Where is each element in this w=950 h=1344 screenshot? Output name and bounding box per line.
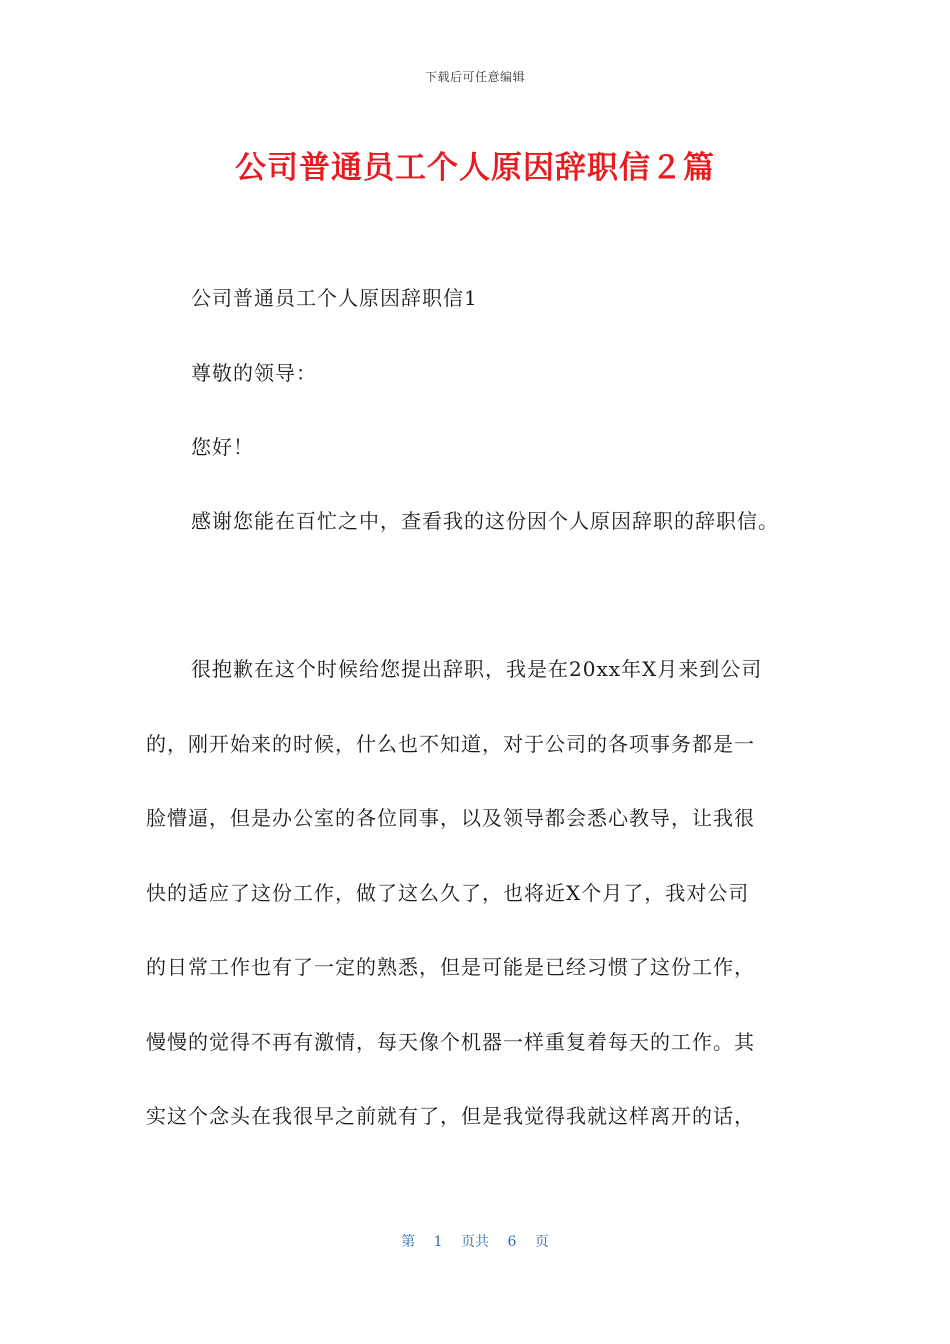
footer-page-number: 1 (433, 1234, 443, 1250)
paragraph-line: 感谢您能在百忙之中，查看我的这份因个人原因辞职的辞职信。 (191, 509, 779, 533)
greeting: 您好！ (191, 435, 254, 459)
footer-middle: 页共 (461, 1234, 489, 1250)
footer-suffix: 页 (534, 1234, 549, 1250)
salutation: 尊敬的领导： (191, 361, 317, 385)
section-heading: 公司普通员工个人原因辞职信1 (191, 286, 478, 310)
paragraph-line: 快的适应了这份工作，做了这么久了，也将近X个月了，我对公司 (146, 881, 750, 905)
paragraph-line: 实这个念头在我很早之前就有了，但是我觉得我就这样离开的话， (146, 1104, 755, 1128)
paragraph-line: 慢慢的觉得不再有激情，每天像个机器一样重复着每天的工作。其 (146, 1030, 755, 1054)
footer-prefix: 第 (401, 1234, 416, 1250)
paragraph-line: 的，刚开始来的时候，什么也不知道，对于公司的各项事务都是一 (146, 732, 755, 756)
footer-total-pages: 6 (507, 1234, 517, 1250)
header-note: 下载后可任意编辑 (424, 70, 525, 84)
page-footer (0, 1231, 950, 1251)
paragraph-line: 的日常工作也有了一定的熟悉，但是可能是已经习惯了这份工作， (146, 955, 755, 979)
paragraph-line: 脸懵逼，但是办公室的各位同事，以及领导都会悉心教导，让我很 (146, 806, 755, 830)
document-title: 公司普通员工个人原因辞职信２篇 (235, 150, 715, 186)
paragraph-line: 很抱歉在这个时候给您提出辞职，我是在20xx年X月来到公司 (191, 657, 763, 681)
